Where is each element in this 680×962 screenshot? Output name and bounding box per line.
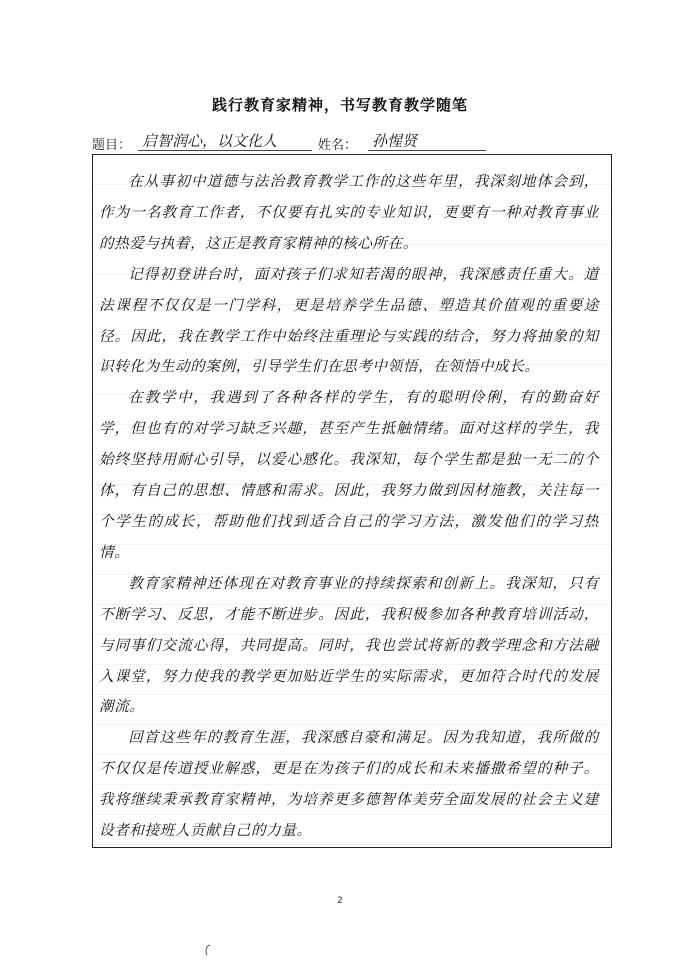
essay-meta-row [92,130,592,152]
author-name-value: 孙惺贤 [368,130,486,151]
essay-paragraph-3: 在教学中，我遇到了各种各样的学生，有的聪明伶俐，有的勤奋好学，但也有的对学习缺乏兴趣，甚至产生抵触情绪。面对这样的学生，我始终坚持用耐心引导，以爱心感化。我深知，每个学生都是独一无二的个体，有自己的思想、情感和需求。因此，我努力做到因材施教，关注每一个学生的成长，帮助他们找到适合自己的学习方法，激发他们的学习热情。 [99,389,599,561]
essay-paragraph-4: 教育家精神还体现在对教育事业的持续探索和创新上。我深知，只有不断学习、反思，才能不断进步。因此，我积极参加各种教育培训活动，与同事们交流心得，共同提高。同时，我也尝试将新的教学理念和方法融入课堂，努力使我的教学更加贴近学生的实际需求，更加符合时代的发展潮流。 [99,574,599,716]
essay-paragraph-2: 记得初登讲台时，面对孩子们求知若渴的眼神，我深感责任重大。道法课程不仅仅是一门学科，更是培养学生品德、塑造其价值观的重要途径。因此，我在教学工作中始终注重理论与实践的结合，努力将抽象的知识转化为生动的案例，引导学生们在思考中领悟，在领悟中成长。 [99,265,599,376]
essay-body [99,167,599,847]
document-title: 践行教育家精神，书写教育教学随笔 [211,96,468,114]
page-number: 2 [337,896,343,906]
topic-label: 题目： [92,138,132,153]
name-label: 姓名： [318,138,358,153]
essay-paragraph-5: 回首这些年的教育生涯，我深感自豪和满足。因为我知道，我所做的不仅仅是传道授业解惑，更是在为孩子们的成长和未来播撒希望的种子。我将继续秉承教育家精神，为培养更多德智体美劳全面发展的社会主义建设者和接班人贡献自己的力量。 [99,729,599,840]
topic-value: 启智润心，以文化人 [138,130,312,151]
essay-box [92,154,612,848]
stray-pen-mark [204,944,212,956]
essay-paragraph-1: 在从事初中道德与法治教育教学工作的这些年里，我深刻地体会到，作为一名教育工作者，不仅要有扎实的专业知识，更要有一种对教育事业的热爱与执着，这正是教育家精神的核心所在。 [99,173,599,252]
